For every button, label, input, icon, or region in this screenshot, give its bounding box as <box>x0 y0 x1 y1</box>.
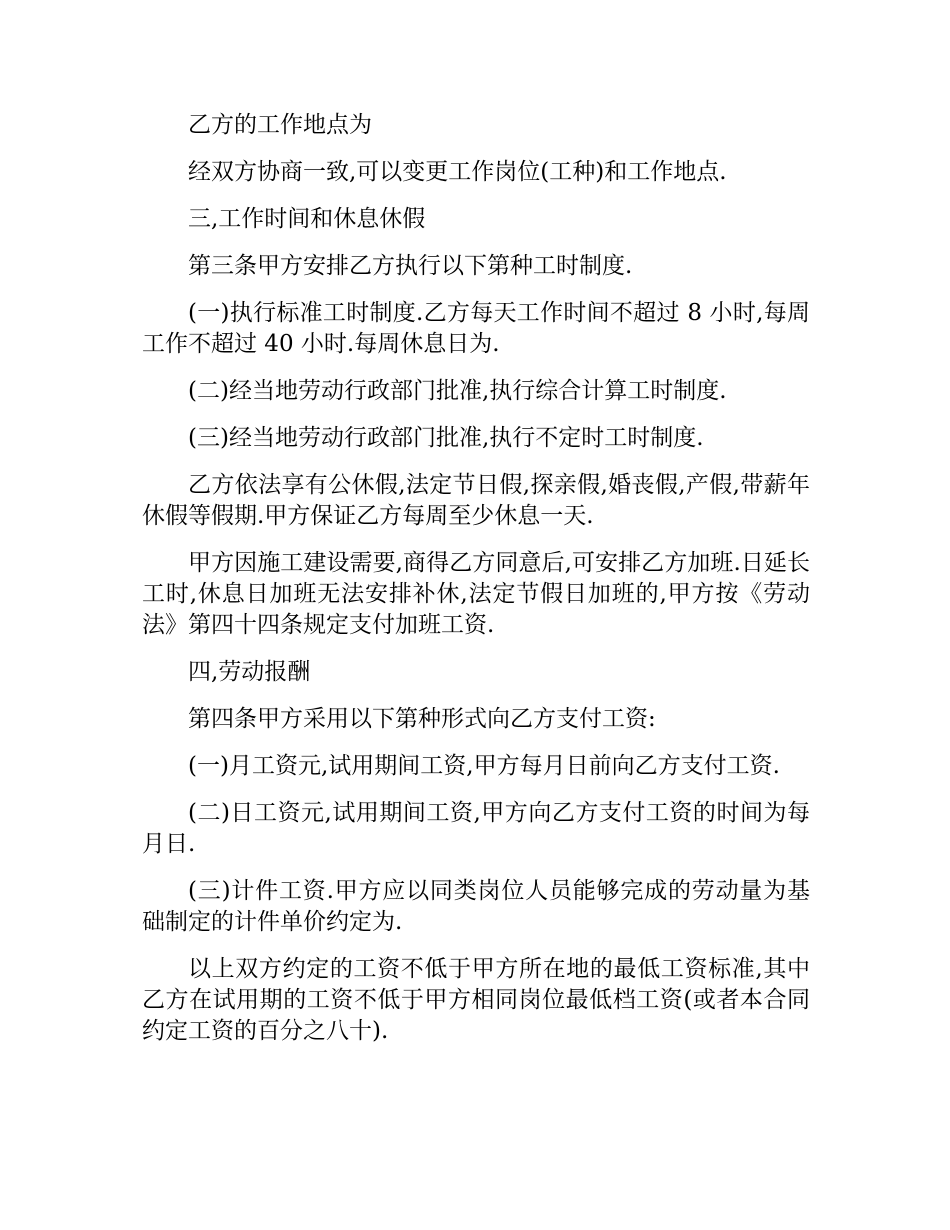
paragraph-article-4: 第四条甲方采用以下第种形式向乙方支付工资: <box>188 706 656 732</box>
paragraph-daily-wage: (二)日工资元,试用期间工资,甲方向乙方支付工资的时间为每月日. <box>142 800 810 857</box>
paragraph-position-change: 经双方协商一致,可以变更工作岗位(工种)和工作地点. <box>188 159 727 185</box>
paragraph-piece-wage: (三)计件工资.甲方应以同类岗位人员能够完成的劳动量为基础制定的计件单价约定为. <box>142 878 810 935</box>
paragraph-article-3: 第三条甲方安排乙方执行以下第种工时制度. <box>188 253 633 279</box>
paragraph-flexible-hours: (三)经当地劳动行政部门批准,执行不定时工时制度. <box>188 425 704 451</box>
paragraph-work-location: 乙方的工作地点为 <box>188 112 372 138</box>
paragraph-monthly-wage: (一)月工资元,试用期间工资,甲方每月日前向乙方支付工资. <box>188 753 780 779</box>
paragraph-minimum-wage: 以上双方约定的工资不低于甲方所在地的最低工资标准,其中乙方在试用期的工资不低于甲方相同岗位最低档工资(或者本合同约定工资的百分之八十). <box>142 956 810 1044</box>
section-heading-working-hours: 三,工作时间和休息休假 <box>188 206 426 232</box>
paragraph-standard-hours: (一)执行标准工时制度.乙方每天工作时间不超过 8 小时,每周工作不超过 40 小时.每周休息日为. <box>142 300 810 357</box>
paragraph-holidays: 乙方依法享有公休假,法定节日假,探亲假,婚丧假,产假,带薪年休假等假期.甲方保证乙方每周至少休息一天. <box>142 472 810 529</box>
paragraph-comprehensive-hours: (二)经当地劳动行政部门批准,执行综合计算工时制度. <box>188 378 727 404</box>
section-heading-remuneration: 四,劳动报酬 <box>188 659 311 685</box>
paragraph-overtime: 甲方因施工建设需要,商得乙方同意后,可安排乙方加班.日延长工时,休息日加班无法安排补休,法定节假日加班的,甲方按《劳动法》第四十四条规定支付加班工资. <box>142 550 810 638</box>
